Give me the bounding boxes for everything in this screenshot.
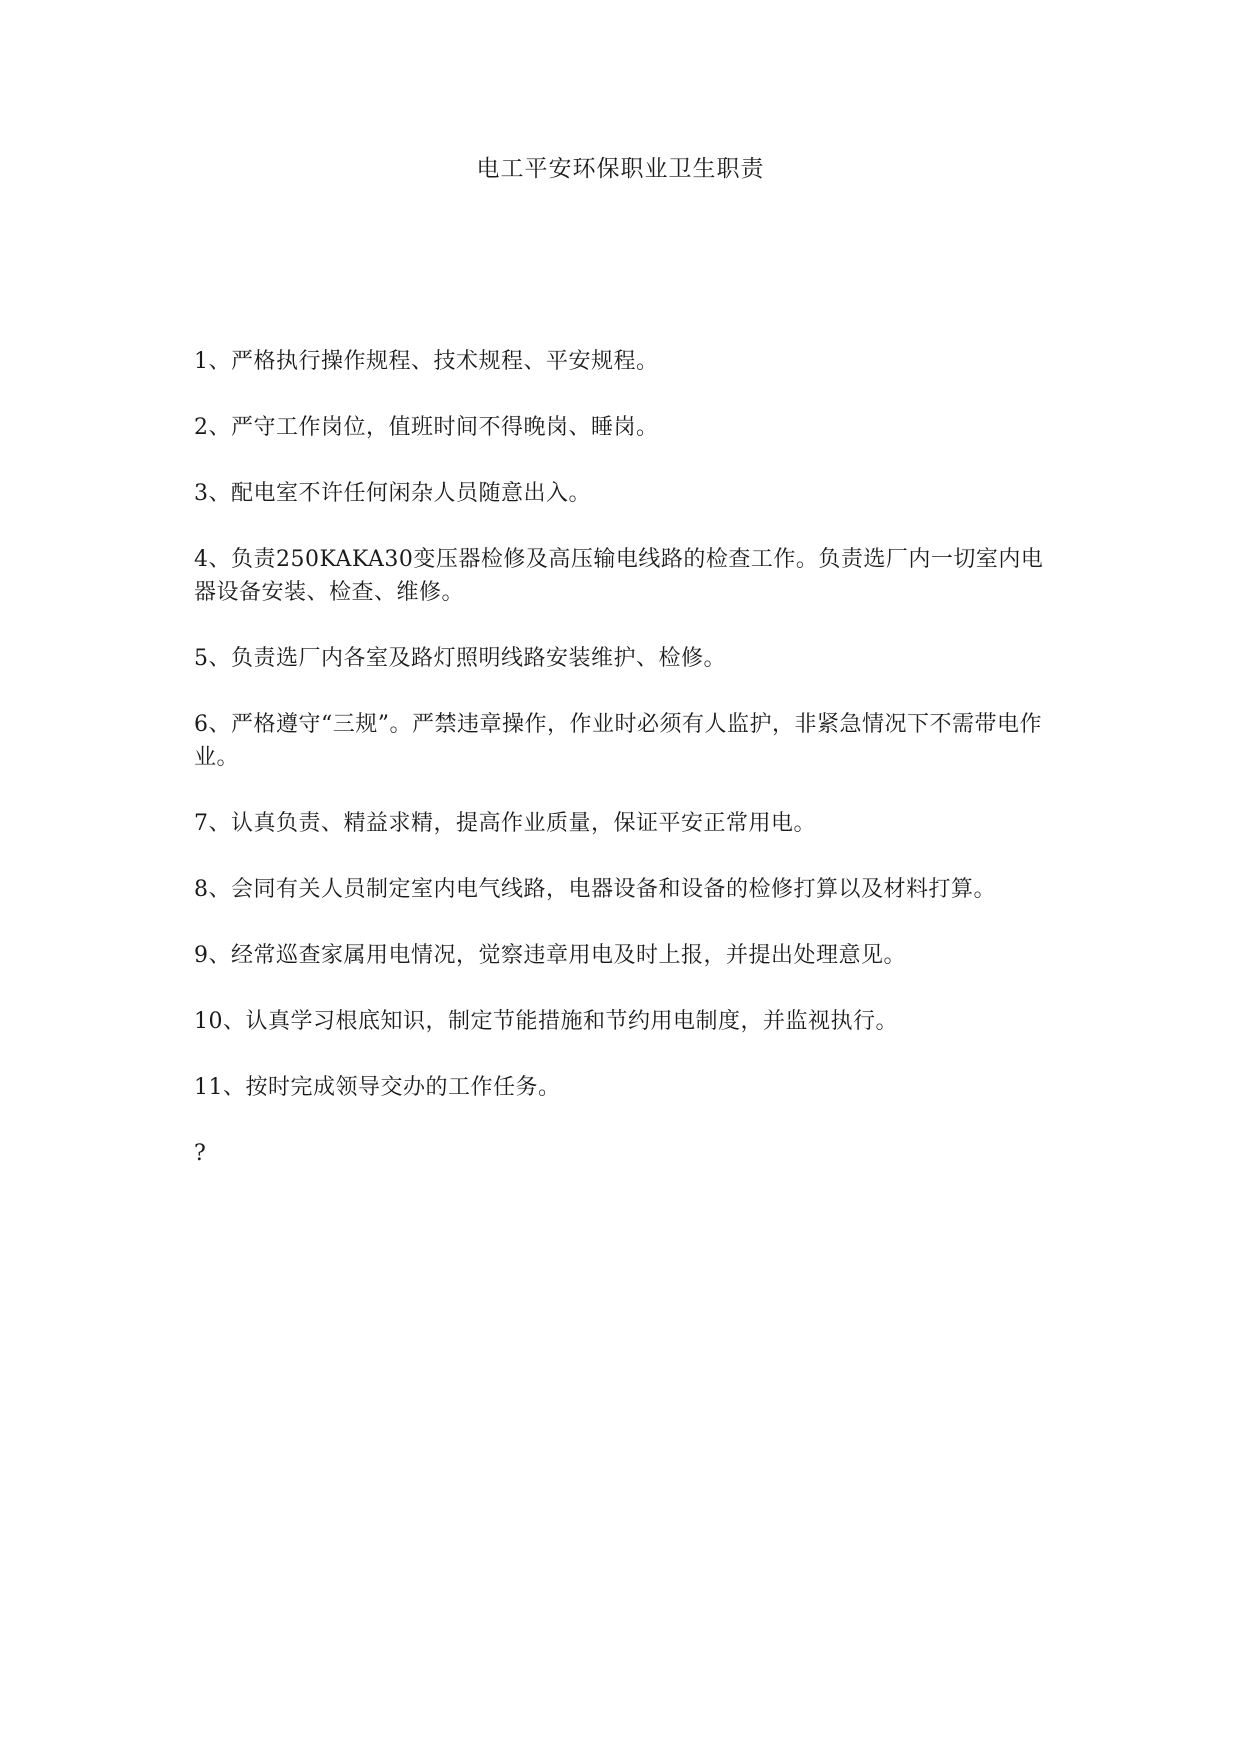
duty-item-3: 3、配电室不许任何闲杂人员随意出入。 [194, 481, 591, 506]
duty-item-4: 4、负责250KAKA30变压器检修及高压输电线路的检查工作。负责选厂内一切室内电器设备安装、检查、维修。 [194, 547, 1044, 605]
duty-item-9: 9、经常巡查家属用电情况，觉察违章用电及时上报，并提出处理意见。 [194, 943, 906, 968]
trailing-mark: ? [194, 1141, 206, 1166]
duty-item-5: 5、负责选厂内各室及路灯照明线路安装维护、检修。 [194, 646, 726, 671]
document-title: 电工平安环保职业卫生职责 [476, 156, 765, 182]
duty-item-2: 2、严守工作岗位，值班时间不得晚岗、睡岗。 [194, 415, 659, 440]
duty-item-6: 6、严格遵守“三规”。严禁违章操作，作业时必须有人监护，非紧急情况下不需带电作业。 [194, 712, 1042, 770]
duty-item-11: 11、按时完成领导交办的工作任务。 [194, 1075, 561, 1100]
duty-item-1: 1、严格执行操作规程、技术规程、平安规程。 [194, 349, 659, 374]
duty-item-8: 8、会同有关人员制定室内电气线路，电器设备和设备的检修打算以及材料打算。 [194, 877, 996, 902]
document-body [194, 345, 1054, 1170]
duty-item-7: 7、认真负责、精益求精，提高作业质量，保证平安正常用电。 [194, 811, 816, 836]
duty-item-10: 10、认真学习根底知识，制定节能措施和节约用电制度，并监视执行。 [194, 1009, 898, 1034]
